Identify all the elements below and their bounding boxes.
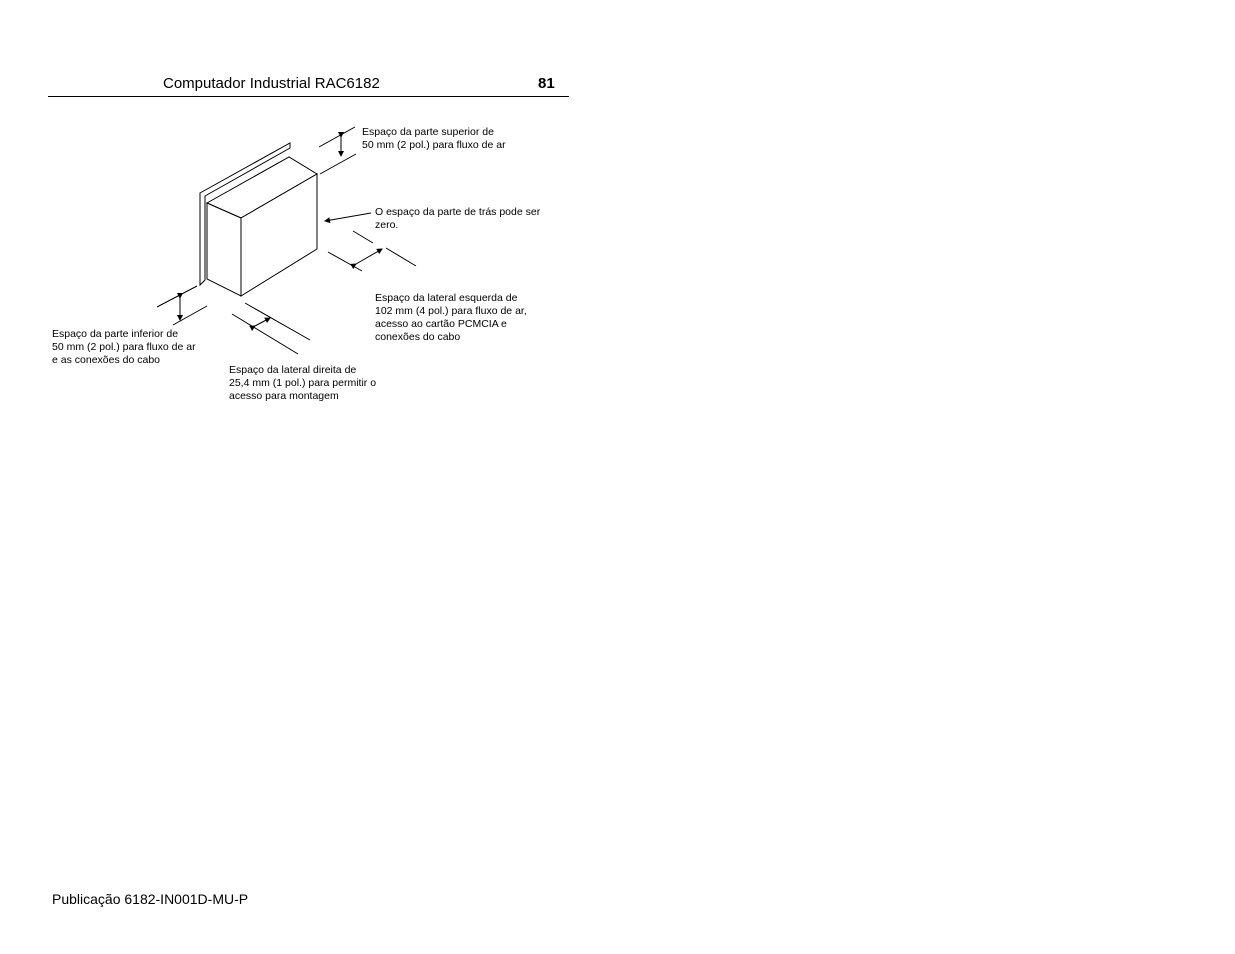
publication-footer: Publicação 6182-IN001D-MU-P <box>52 891 249 907</box>
right-side-clearance-dimension <box>232 303 310 354</box>
bottom-clearance-note: Espaço da parte inferior de 50 mm (2 pol.) para fluxo de ar e as conexões do cabo <box>52 328 196 366</box>
top-clearance-dimension <box>319 127 356 174</box>
back-clearance-arrow <box>325 213 371 221</box>
right-side-clearance-note: Espaço da lateral direita de 25,4 mm (1 pol.) para permitir o acesso para montagem <box>229 364 377 402</box>
top-clearance-note: Espaço da parte superior de 50 mm (2 pol.) para fluxo de ar <box>362 126 506 151</box>
back-clearance-note: O espaço da parte de trás pode ser zero. <box>375 206 541 231</box>
left-side-clearance-dimension <box>328 231 416 271</box>
header-title: Computador Industrial RAC6182 <box>163 75 380 92</box>
left-side-clearance-note: Espaço da lateral esquerda de 102 mm (4 pol.) para fluxo de ar, acesso ao cartão PCMCIA e conexões do cabo <box>375 292 527 343</box>
computer-enclosure <box>207 157 317 296</box>
bottom-clearance-dimension <box>157 286 207 325</box>
page-number: 81 <box>538 75 555 92</box>
